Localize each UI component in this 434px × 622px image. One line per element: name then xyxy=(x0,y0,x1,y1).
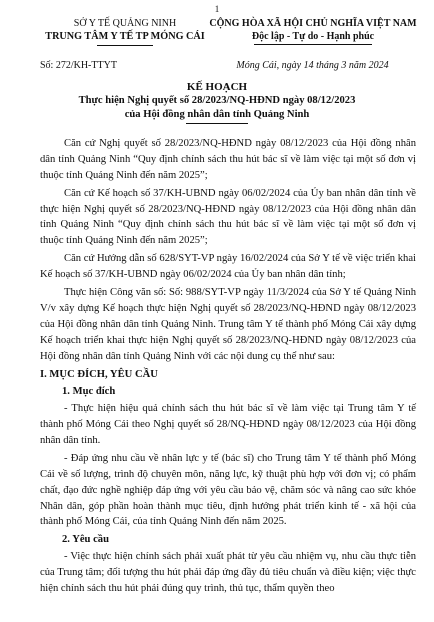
section-heading: I. MỤC ĐÍCH, YÊU CẦU xyxy=(40,369,158,381)
motto-underline xyxy=(254,44,372,45)
subsection-heading: 1. Mục đích xyxy=(62,386,116,398)
organization-underline xyxy=(97,45,153,46)
page-number: 1 xyxy=(214,4,220,14)
subsection-heading: 2. Yêu cầu xyxy=(62,534,109,546)
parent-organization: SỞ Y TẾ QUẢNG NINH xyxy=(73,18,177,29)
issuing-organization xyxy=(40,18,210,46)
document-body xyxy=(40,136,416,599)
nation-name: CỘNG HÒA XÃ HỘI CHỦ NGHĨA VIỆT NAM xyxy=(209,18,417,29)
title-subject: Thực hiện Nghị quyết số 28/2023/NQ-HĐND ngày 08/12/2023 xyxy=(78,95,356,107)
title-underline xyxy=(186,123,248,124)
preamble-paragraph: Căn cứ Kế hoạch số 37/KH-UBND ngày 06/02/2024 của Ủy ban nhân dân tỉnh về thực hiện Nghị quyết số 28/2023/NQ-HĐND ngày 08/12/2023 của Hội đồng nhân dân tỉnh Quảng Ninh “Quy định chính sách thu hút bác sĩ về làm việc tại một số đơn vị thuộc tỉnh Quảng Ninh đến năm 2025”; xyxy=(40,187,416,247)
motto: Độc lập - Tự do - Hạnh phúc xyxy=(251,30,375,42)
body-paragraph: - Thực hiện hiệu quả chính sách thu hút bác sĩ về làm việc tại Trung tâm Y tế thành phố Móng Cái theo Nghị quyết số 28/NQ-HĐND ngày 08/12/2023 của Hội đồng nhân dân tỉnh. xyxy=(40,403,416,447)
preamble-paragraph: Thực hiện Công văn số: Số: 988/SYT-VP ngày 11/3/2024 của Sở Y tế Quảng Ninh V/v xây dựng Kế hoạch thực hiện Nghị quyết số 28/2023/NQ-HĐND ngày 08/12/2023 của Hội đồng nhân dân tỉnh Quảng Ninh. Trung tâm Y tế thành phố Móng Cái xây dựng Kế hoạch triển khai thực hiện Nghị quyết số 28/2023/NQ-HĐND ngày 08/12/2023 của Hội đồng nhân dân tỉnh Quảng Ninh với các nội dung cụ thể như sau: xyxy=(40,287,416,362)
body-paragraph: - Việc thực hiện chính sách phải xuất phát từ yêu cầu nhiệm vụ, nhu cầu thực tiễn của Trung tâm; đối tượng thu hút phải đáp ứng đầy đủ tiêu chuẩn và điều kiện; việc thực hiện chính sách thu hút phải đúng quy trình, thủ tục, thẩm quyền theo xyxy=(40,551,416,595)
title-type: KẾ HOẠCH xyxy=(186,81,248,93)
preamble-paragraph: Căn cứ Nghị quyết số 28/2023/NQ-HĐND ngày 08/12/2023 của Hội đồng nhân dân tỉnh Quảng Ninh “Quy định chính sách thu hút bác sĩ về làm việc tại một số đơn vị thuộc tỉnh Quảng Ninh đến năm 2025”; xyxy=(40,138,416,181)
body-paragraph: - Đáp ứng nhu cầu về nhân lực y tế (bác sĩ) cho Trung tâm Y tế thành phố Móng Cái về số lượng, trình độ chuyên môn, năng lực, kỹ thuật phù hợp với đơn vị; có phẩm chất, đạo đức nghề nghiệp đáp ứng với yêu cầu bảo vệ, chăm sóc và nâng cao sức khỏe Nhân dân, góp phần hoàn thành mục tiêu, định hướng phát triển kinh tế - xã hội của thành phố Móng Cái, của tỉnh Quảng Ninh đến năm 2025. xyxy=(40,452,416,528)
place-date: Móng Cái, ngày 14 tháng 3 năm 2024 xyxy=(236,60,389,71)
document-number: Số: 272/KH-TTYT xyxy=(40,60,117,71)
title-authority: của Hội đồng nhân dân tỉnh Quảng Ninh xyxy=(124,108,310,120)
organization-name: TRUNG TÂM Y TẾ TP MÓNG CÁI xyxy=(45,30,205,42)
national-motto xyxy=(208,18,418,45)
document-title xyxy=(30,80,404,124)
preamble-paragraph: Căn cứ Hướng dẫn số 628/SYT-VP ngày 16/02/2024 của Sở Y tế về việc triển khai Kế hoạch số 37/KH-UBND ngày 06/02/2024 của Ủy ban nhân dân tỉnh; xyxy=(40,253,416,281)
